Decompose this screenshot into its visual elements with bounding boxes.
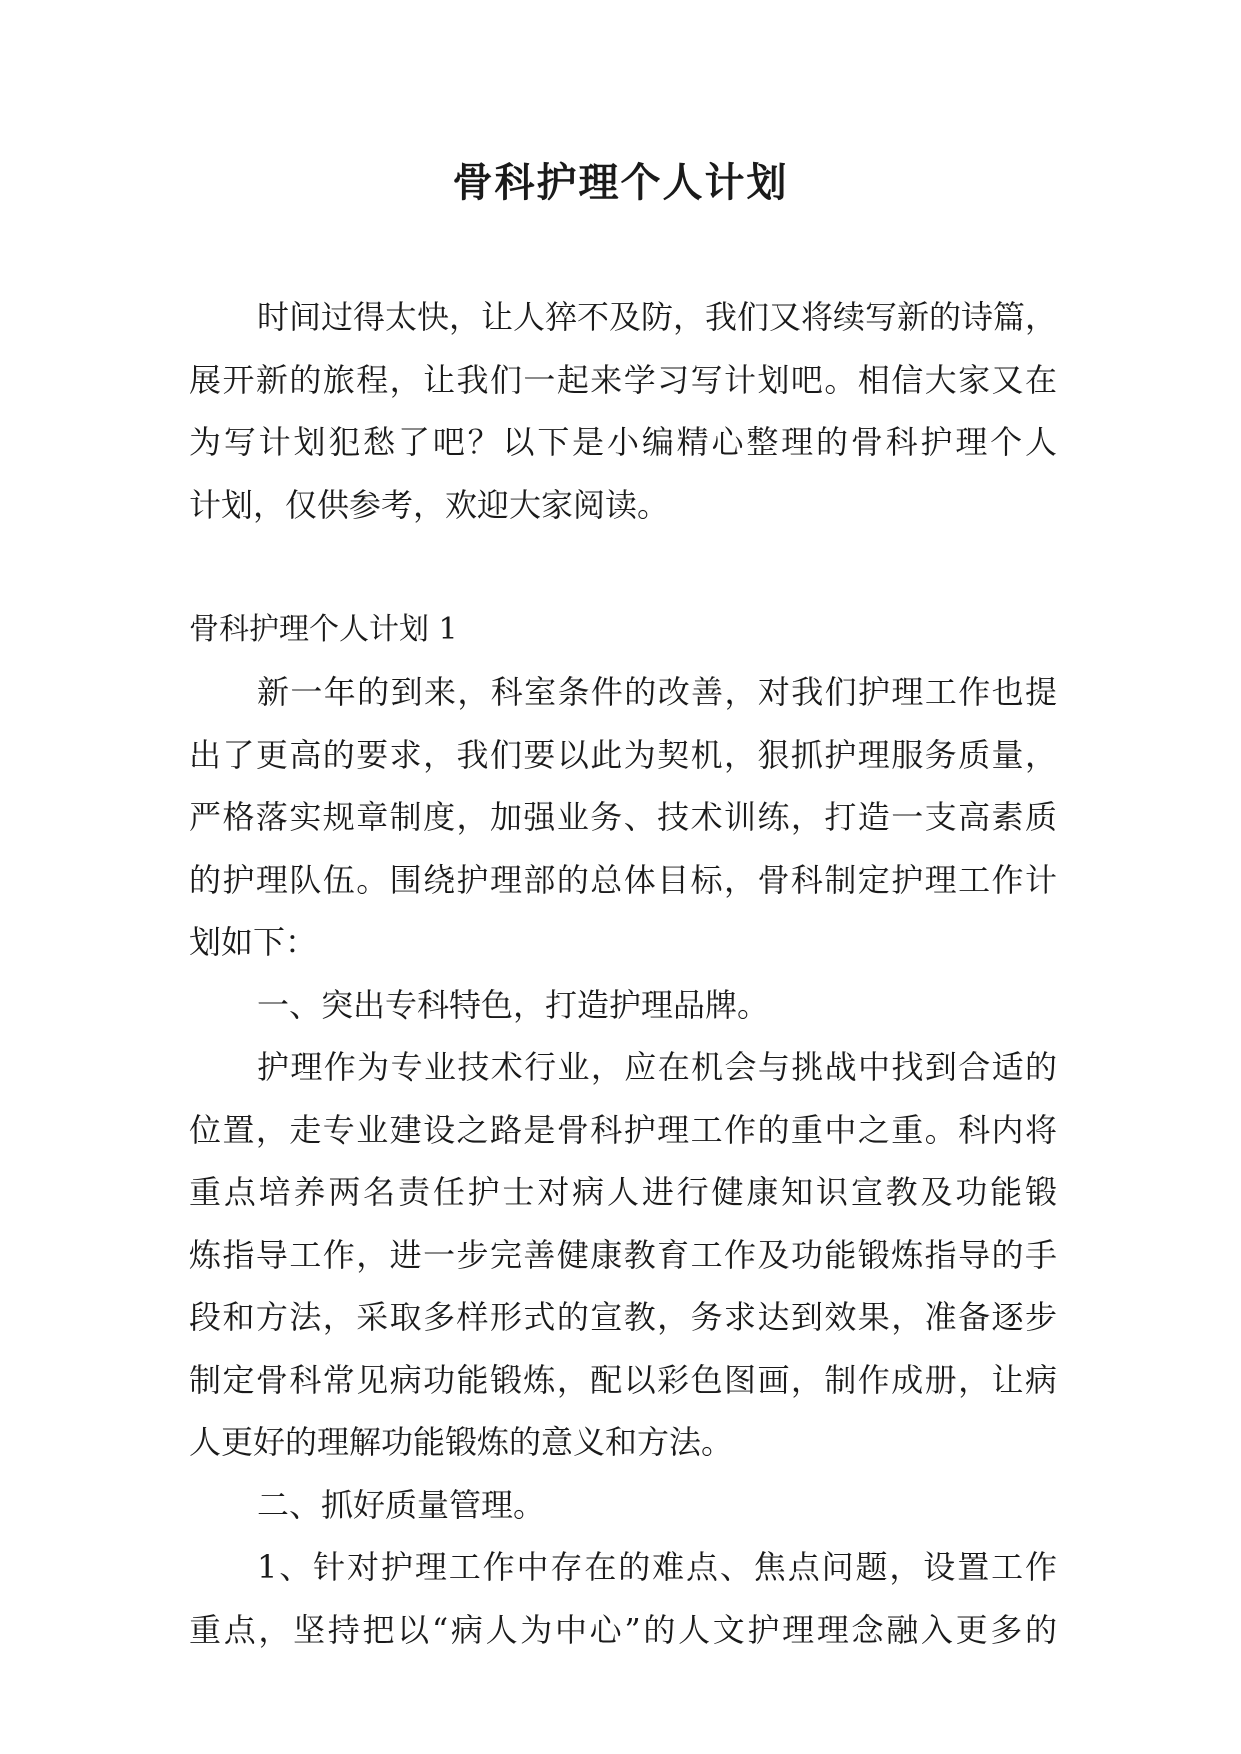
- paragraph-line: 严格落实规章制度，加强业务、技术训练，打造一支高素质: [189, 798, 1057, 836]
- intro-line: 时间过得太快，让人猝不及防，我们又将续写新的诗篇，: [257, 298, 1058, 336]
- paragraph-line: 的护理队伍。围绕护理部的总体目标，骨科制定护理工作计: [189, 860, 1057, 899]
- paragraph-line: 人更好的理解功能锻炼的意义和方法。: [189, 1423, 734, 1461]
- paragraph-line: 制定骨科常见病功能锻炼，配以彩色图画，制作成册，让病: [189, 1360, 1057, 1399]
- intro-line: 为写计划犯愁了吧？以下是小编精心整理的骨科护理个人: [189, 423, 1057, 461]
- paragraph-line: 新一年的到来，科室条件的改善，对我们护理工作也提: [257, 673, 1057, 711]
- paragraph-line: 出了更高的要求，我们要以此为契机，狠抓护理服务质量，: [189, 735, 1057, 774]
- paragraph-line: 位置，走专业建设之路是骨科护理工作的重中之重。科内将: [189, 1110, 1057, 1149]
- intro-line: 计划，仅供参考，欢迎大家阅读。: [189, 485, 670, 524]
- heading-two: 二、抓好质量管理。: [257, 1485, 546, 1524]
- paragraph-line: 划如下：: [189, 923, 318, 961]
- section-title: 骨科护理个人计划 1: [189, 611, 458, 647]
- intro-line: 展开新的旅程，让我们一起来学习写计划吧。相信大家又在: [189, 360, 1057, 399]
- paragraph-line: 炼指导工作，进一步完善健康教育工作及功能锻炼指导的手: [189, 1235, 1057, 1274]
- document-body: [189, 286, 1057, 1661]
- paragraph-line: 1、针对护理工作中存在的难点、焦点问题，设置工作: [257, 1548, 1057, 1586]
- paragraph-line: 段和方法，采取多样形式的宣教，务求达到效果，准备逐步: [189, 1298, 1057, 1336]
- paragraph-line: 护理作为专业技术行业，应在机会与挑战中找到合适的: [257, 1048, 1057, 1086]
- paragraph-line: 重点培养两名责任护士对病人进行健康知识宣教及功能锻: [189, 1173, 1057, 1211]
- paragraph-line: 重点，坚持把以“病人为中心”的人文护理理念融入更多的: [189, 1610, 1057, 1649]
- document-title: 骨科护理个人计划: [452, 160, 789, 206]
- blank-line: [189, 536, 1057, 599]
- heading-one: 一、突出专科特色，打造护理品牌。: [257, 985, 770, 1024]
